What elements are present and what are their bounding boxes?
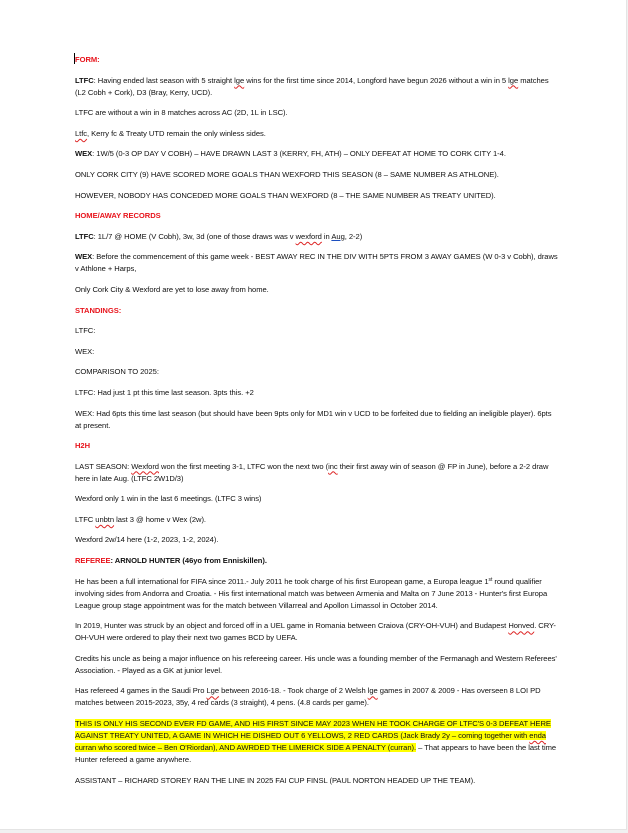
conceded-paragraph: HOWEVER, NOBODY HAS CONCEDED MORE GOALS THAN WEXFORD (8 – THE SAME NUMBER AS TREATY UNITED).	[75, 190, 496, 200]
standings-heading: STANDINGS:	[75, 305, 122, 315]
spelling-flag: unbtn	[95, 514, 115, 524]
text-run: , 2-2)	[344, 231, 363, 241]
spelling-flag: inc	[328, 461, 338, 471]
spelling-flag: enda	[529, 731, 546, 741]
wex-label: WEX	[75, 252, 93, 262]
spelling-flag: lge	[508, 75, 519, 85]
text-run: : 1L/7 @ HOME (V Cobh), 3w, 3d (one of those draws was v	[93, 231, 296, 241]
text-run: in	[321, 231, 332, 241]
unbeaten-paragraph	[75, 514, 559, 526]
standings-wex: WEX:	[75, 346, 95, 356]
text-run: matches (L2 Cobh + Cork), D3 (Bray, Kerry, UCD).	[75, 75, 549, 97]
ltfc-ac-paragraph: LTFC are without a win in 8 matches across AC (2D, 1L in LSC).	[75, 108, 288, 118]
spelling-flag: Wexford	[131, 461, 159, 471]
spelling-flag: Honved	[508, 621, 535, 631]
referee-paragraph-3: Credits his uncle as being a major influence on his refereeing career. His uncle was a founding member of the Fermanagh and Western Referees' Association. - Played as a GK at junior level.	[75, 653, 557, 675]
spelling-flag: lge	[234, 75, 245, 85]
spelling-flag: lge	[367, 686, 378, 696]
ltfc-2025-paragraph: LTFC: Had just 1 pt this time last season. 3pts this. +2	[75, 387, 254, 397]
text-run: . CRY-OH-VUH were ordered to play their next two games BCD by UEFA.	[75, 621, 556, 643]
text-run: Has refereed 4 games in the Saudi Pro	[75, 686, 207, 696]
spelling-flag: wexford	[295, 231, 322, 241]
referee-heading	[75, 555, 559, 567]
home-away-heading: HOME/AWAY RECORDS	[75, 211, 161, 221]
wex-away-paragraph	[75, 251, 559, 275]
text-run: round qualifier involving sides from Andorra and Croatia. - His first international match was between Armenia and Malta on 7 June 2013 - Hunter's first Europa League group stage appointment was for the match between Villarreal and Apollon Limassol in October 2014.	[75, 576, 548, 610]
wex-label: WEX	[75, 149, 93, 159]
referee-paragraph-2	[75, 620, 559, 644]
highlighted-paragraph	[75, 718, 559, 766]
wex-2025-paragraph: WEX: Had 6pts this time last season (but should have been 9pts only for MD1 win v UCD to be forfeited due to fielding an ineligible player). 6pts at present.	[75, 408, 552, 430]
winless-paragraph	[75, 128, 559, 140]
spelling-flag: Lge	[206, 686, 220, 696]
referee-name: : ARNOLD HUNTER (46yo from Enniskillen).	[110, 556, 267, 566]
form-heading: FORM:	[75, 55, 100, 64]
highlighted-text: THIS IS ONLY HIS SECOND EVER FD GAME, AND HIS FIRST SINCE MAY 2023 WHEN HE TOOK CHARGE OF LTFC'S 0-3 DEFEAT HERE AGAINST TREATY UNITED, A GAME IN WHICH HE DISHED OUT 6 YELLOWS, 2 RED CARDS (Jack Brady 2y – coming together with	[75, 719, 551, 741]
h2h-heading: H2H	[75, 441, 91, 451]
text-run: last 3 @ home v Wex (2w).	[114, 514, 206, 524]
assistant-paragraph: ASSISTANT – RICHARD STOREY RAN THE LINE IN 2025 FAI CUP FINSL (PAUL NORTON HEADED UP THE TEAM).	[75, 775, 476, 785]
text-run: games in 2007 & 2009 - Has overseen 8 LOI PD matches between 2015-2023, 35y, 4 red cards (3 straight), 4 pens. (4.8 cards per game).	[75, 686, 541, 708]
text-run: their first away win of season @ FP in June), before a 2-2 draw here in late Aug. (LTFC 2W1D/3)	[75, 461, 549, 483]
comparison-heading: COMPARISON TO 2025:	[75, 367, 159, 377]
ltfc-form-paragraph	[75, 75, 559, 99]
text-run: : Having ended last season with 5 straight	[93, 75, 235, 85]
document-body[interactable]	[75, 54, 559, 795]
ltfc-label: LTFC	[75, 231, 94, 241]
text-run: He has been a full international for FIFA since 2011.- July 2011 he took charge of his first European game, a Europa league 1	[75, 576, 489, 586]
referee-label: REFEREE	[75, 556, 111, 566]
ltfc-label: LTFC	[75, 75, 94, 85]
referee-paragraph-1	[75, 576, 559, 612]
text-run: : 1W/5 (0-3 OP DAY V COBH) – HAVE DRAWN LAST 3 (KERRY, FH, ATH) – ONLY DEFEAT AT HOME TO CORK CITY 1-4.	[92, 149, 506, 159]
highlighted-text: curran who scored twice – Ben O'Riordan), AND AWRDED THE LIMERICK SIDE A PENALTY (curran).	[75, 743, 417, 753]
text-run: , Kerry fc & Treaty UTD remain the only winless sides.	[87, 128, 266, 138]
text-run: : Before the commencement of this game week - BEST AWAY REC IN THE DIV WITH 5PTS FROM 3 AWAY GAMES (W 0-3 v Cobh), draws v Athlone + Harps,	[75, 252, 558, 274]
one-win-paragraph: Wexford only 1 win in the last 6 meetings. (LTFC 3 wins)	[75, 494, 262, 504]
superscript: st	[488, 576, 493, 583]
wex-form-paragraph	[75, 148, 559, 160]
aug-link[interactable]: Aug	[331, 231, 345, 241]
text-run: between 2016-18. - Took charge of 2 Welsh	[219, 686, 368, 696]
here-record-paragraph: Wexford 2w/14 here (1-2, 2023, 1-2, 2024).	[75, 535, 219, 545]
standings-ltfc: LTFC:	[75, 326, 96, 336]
yet-to-lose-paragraph: Only Cork City & Wexford are yet to lose away from home.	[75, 284, 269, 294]
text-run: wins for the first time since 2014, Longford have begun 2026 without a win in 5	[244, 75, 509, 85]
cork-goals-paragraph: ONLY CORK CITY (9) HAVE SCORED MORE GOALS THAN WEXFORD THIS SEASON (8 – SAME NUMBER AS ATHLONE).	[75, 169, 499, 179]
spelling-flag: Ltfc	[75, 128, 88, 138]
text-run: LAST SEASON:	[75, 461, 132, 471]
last-season-paragraph	[75, 461, 559, 485]
text-run: won the first meeting 3-1, LTFC won the next two (	[158, 461, 329, 471]
text-run: In 2019, Hunter was struck by an object and forced off in a UEL game in Romania between Craiova (CRY-OH-VUH) and Budapest	[75, 621, 509, 631]
referee-paragraph-4	[75, 685, 559, 709]
ltfc-home-paragraph	[75, 231, 559, 243]
text-run: LTFC	[75, 514, 96, 524]
text-run: – That appears to have been the last time Hunter refereed a game anywhere.	[75, 743, 557, 765]
